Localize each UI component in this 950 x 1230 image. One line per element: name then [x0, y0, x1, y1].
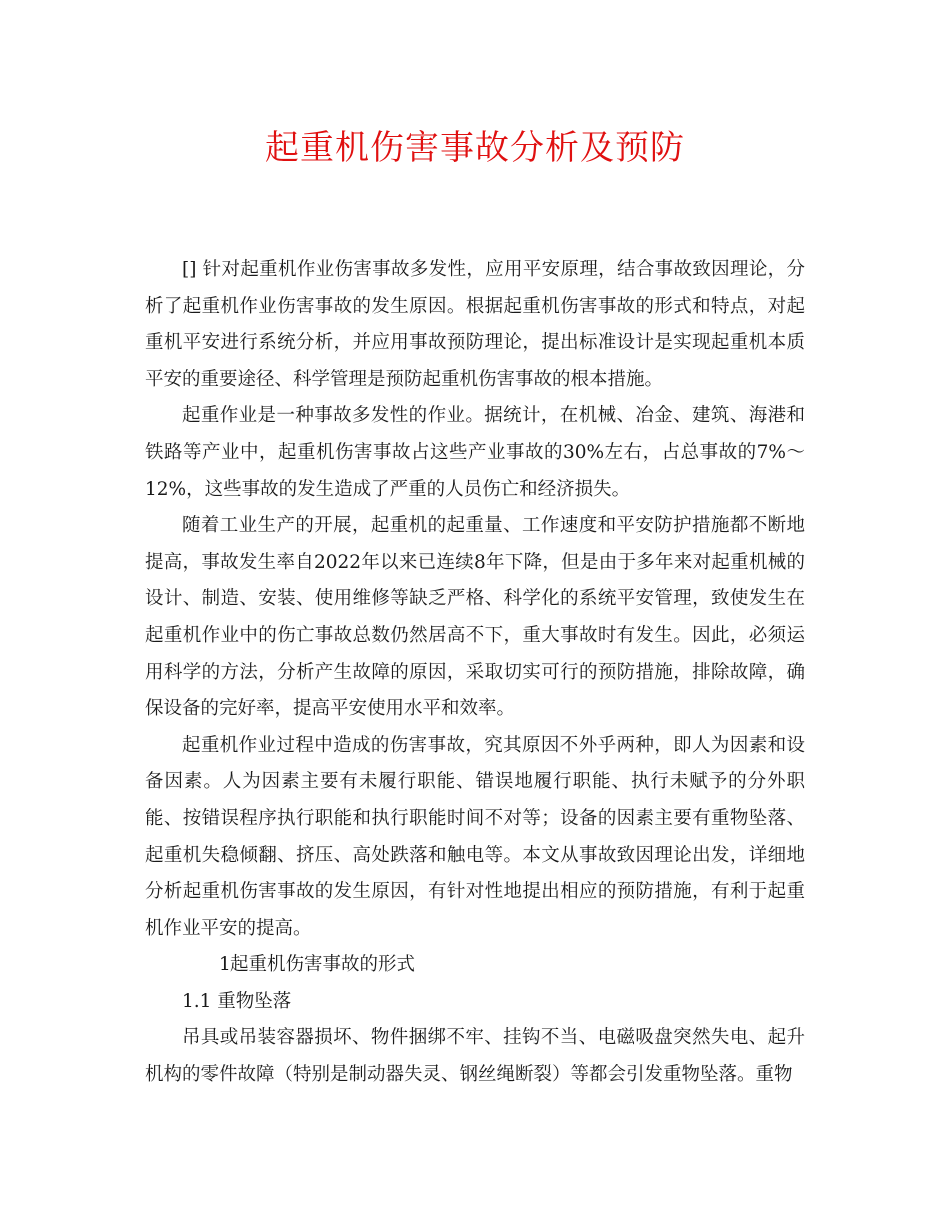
paragraph-intro: 起重作业是一种事故多发性的作业。据统计，在机械、冶金、建筑、海港和铁路等产业中，起重机伤害事故占这些产业事故的30%左右，占总事故的7%～12%，这些事故的发生造成了严重的人员伤亡和经济损失。	[145, 405, 805, 500]
paragraph-abstract: [] 针对起重机作业伤害事故多发性，应用平安原理，结合事故致因理论，分析了起重机作业伤害事故的发生原因。根据起重机伤害事故的形式和特点，对起重机平安进行系统分析，并应用事故预防理论，提出标准设计是实现起重机本质平安的重要途径、科学管理是预防起重机伤害事故的根本措施。	[145, 259, 805, 390]
document-body	[145, 252, 805, 1094]
section-title: 起重机伤害事故的形式	[230, 954, 416, 976]
paragraph-development: 随着工业生产的开展，起重机的起重量、工作速度和平安防护措施都不断地提高，事故发生率自2022年以来已连续8年下降，但是由于多年来对起重机械的设计、制造、安装、使用维修等缺乏严格、科学化的系统平安管理，致使发生在起重机作业中的伤亡事故总数仍然居高不下，重大事故时有发生。因此，必须运用科学的方法，分析产生故障的原因，采取切实可行的预防措施，排除故障，确保设备的完好率，提高平安使用水平和效率。	[145, 515, 805, 720]
document-title: 起重机伤害事故分析及预防	[265, 128, 685, 168]
paragraph-causes: 起重机作业过程中造成的伤害事故，究其原因不外乎两种，即人为因素和设备因素。人为因素主要有未履行职能、错误地履行职能、执行未赋予的分外职能、按错误程序执行职能和执行职能时间不对等；设备的因素主要有重物坠落、起重机失稳倾翻、挤压、高处跌落和触电等。本文从事故致因理论出发，详细地分析起重机伤害事故的发生原因，有针对性地提出相应的预防措施，有利于起重机作业平安的提高。	[145, 734, 805, 939]
section-heading-1	[145, 947, 805, 984]
subsection-heading-1-1: 1.1 重物坠落	[182, 990, 292, 1012]
section-number: 1	[219, 954, 231, 976]
paragraph-falling-objects: 吊具或吊装容器损坏、物件捆绑不牢、挂钩不当、电磁吸盘突然失电、起升机构的零件故障（特别是制动器失灵、钢丝绳断裂）等都会引发重物坠落。重物	[145, 1027, 805, 1086]
